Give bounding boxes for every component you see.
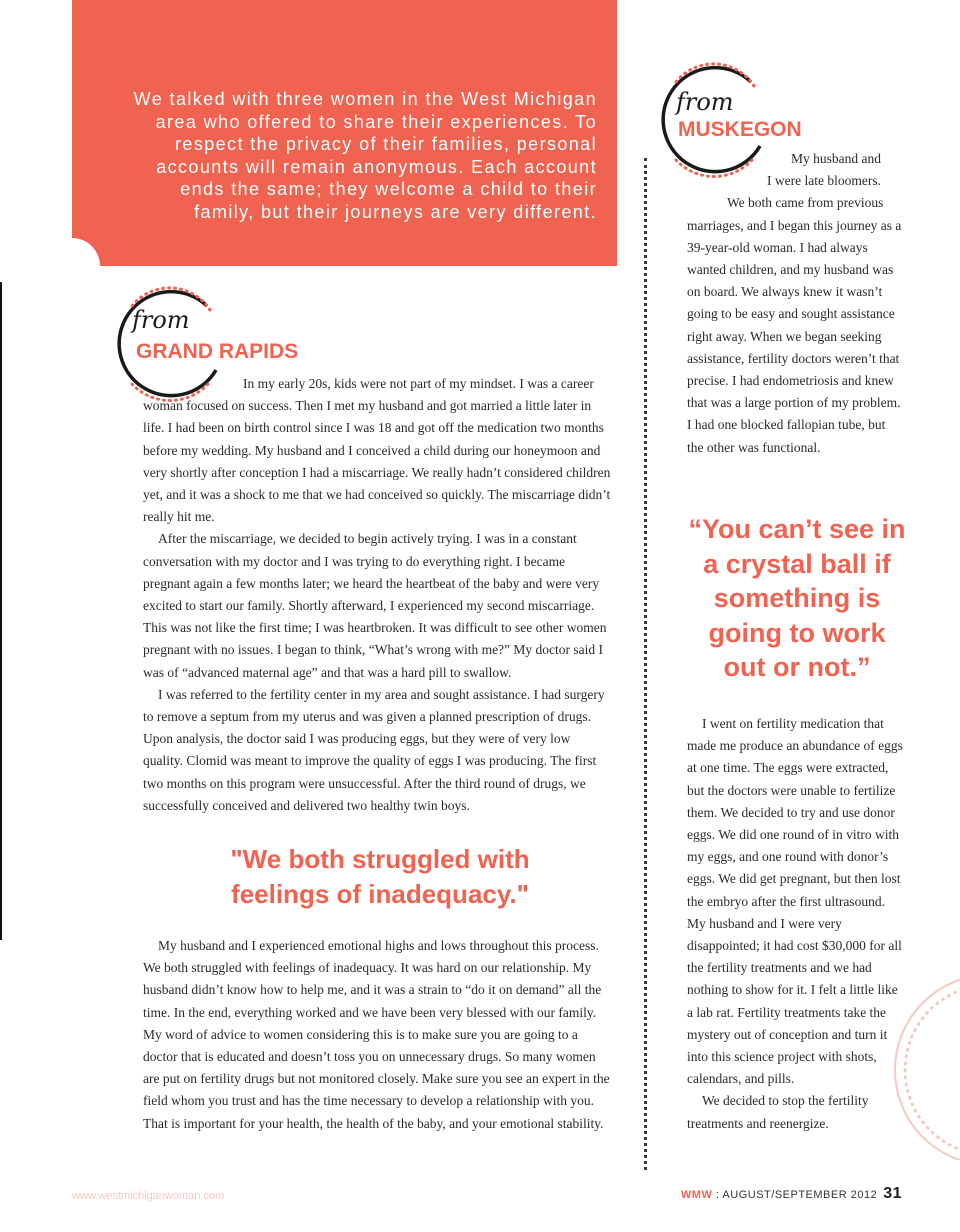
intro-text: We talked with three women in the West Michigan area who offered to share their experiences. To respect the privacy of their families, personal accounts will remain anonymous. Each account ends the same; they welcome a child to their family, but their journeys are very different. <box>133 89 597 222</box>
story-paragraph: In my early 20s, kids were not part of my mindset. I was a career woman focused on success. Then I met my husband and got married a little later in life. I had been on birth control since I was 18 and got off the medication two months before my wedding. My husband and I conceived a child during our honeymoon and very shortly after conception I had a miscarriage. We really hadn’t considered children yet, and it was a shock to me that we had conceived so quickly. The miscarriage didn’t really hit me. <box>143 376 611 525</box>
page-edge-rule <box>0 282 2 940</box>
footer-issue <box>681 1185 902 1203</box>
pull-quote-grand-rapids: "We both struggled with feelings of inadequacy." <box>230 844 530 909</box>
badge-from-label: from <box>676 88 734 116</box>
story-paragraph: I went on fertility medication that made me produce an abundance of eggs at one time. The eggs were extracted, but the doctors were unable to fertilize them. We decided to try and use donor eggs. We did one round of in vitro with my eggs, and one round with donor’s eggs. We did get pregnant, but then lost the embryo after the first ultrasound. My husband and I were very disappointed; it had cost $30,000 for all the fertility treatments and we had nothing to show for it. I felt a little like a lab rat. Fertility treatments take the mystery out of conception and turn it into this science project with shots, calendars, and pills. <box>687 716 903 1087</box>
badge-from-label: from <box>132 306 190 334</box>
story-paragraph: After the miscarriage, we decided to begin actively trying. I was in a constant conversation with my doctor and I was trying to do everything right. I became pregnant again a few months later; we heard the heartbeat of the baby and were very excited to start our family. Shortly afterward, I experienced my second miscarriage. This was not like the first time; I was heartbroken. It was difficult to see other women pregnant with no issues. I began to think, “What’s wrong with me?” My doctor said I was of “advanced maternal age” and that was a hard pill to swallow. <box>143 531 607 680</box>
pull-quote-muskegon: “You can’t see in a crystal ball if something is going to work out or not.” <box>688 514 906 682</box>
grand-rapids-story <box>143 373 613 817</box>
story-paragraph: I was referred to the fertility center in my area and sought assistance. I had surgery to remove a septum from my uterus and was given a planned prescription of drugs. Upon analysis, the doctor said I was producing eggs, but they were of very low quality. Clomid was meant to improve the quality of eggs I was producing. The first two months on this program were unsuccessful. After the third round of drugs, we successfully conceived and delivered two healthy twin boys. <box>143 686 605 813</box>
story-line: My husband and <box>791 151 881 166</box>
story-paragraph: My husband and I experienced emotional highs and lows throughout this process. We both struggled with feelings of inadequacy. It was hard on our relationship. My husband didn’t know how to help me, and it was a strain to “do it on demand” all the time. In the end, everything worked and we have been very blessed with our family. My word of advice to women considering this is to make sure you are going to a doctor that is educated and doesn’t toss you on unnecessary drugs. So many women are put on fertility drugs but not monitored closely. Make sure you see an expert in the field whom you trust and has the time necessary to develop a relationship with you. That is important for your health, the health of the baby, and your emotional stability. <box>143 938 610 1131</box>
muskegon-story-intro <box>687 148 905 459</box>
section-title-grand-rapids: GRAND RAPIDS <box>136 340 299 363</box>
grand-rapids-closing <box>143 935 615 1135</box>
story-paragraph: We decided to stop the fertility treatments and reenergize. <box>687 1093 869 1131</box>
footer-brand: WMW <box>680 1189 713 1201</box>
decorative-ring-icon <box>880 960 960 1160</box>
column-divider <box>644 158 647 1170</box>
footer-separator: : <box>712 1189 723 1201</box>
intro-box <box>72 0 617 266</box>
muskegon-story-continued <box>687 713 905 1135</box>
footer-issue-date: AUGUST/SEPTEMBER 2012 <box>722 1189 878 1201</box>
story-line: I were late bloomers. <box>767 173 881 189</box>
section-title-muskegon: MUSKEGON <box>678 118 802 141</box>
story-paragraph: We both came from previous marriages, and I began this journey as a 39-year-old woman. I had always wanted children, and my husband was on board. We always knew it wasn’t going to be easy and sought assistance right away. When we began seeking assistance, fertility doctors weren’t that precise. I had endometriosis and knew that was a large portion of my problem. I had one blocked fallopian tube, but the other was functional. <box>687 195 902 455</box>
footer-website: www.westmichiganwoman.com <box>72 1190 225 1202</box>
page-number: 31 <box>883 1185 902 1202</box>
